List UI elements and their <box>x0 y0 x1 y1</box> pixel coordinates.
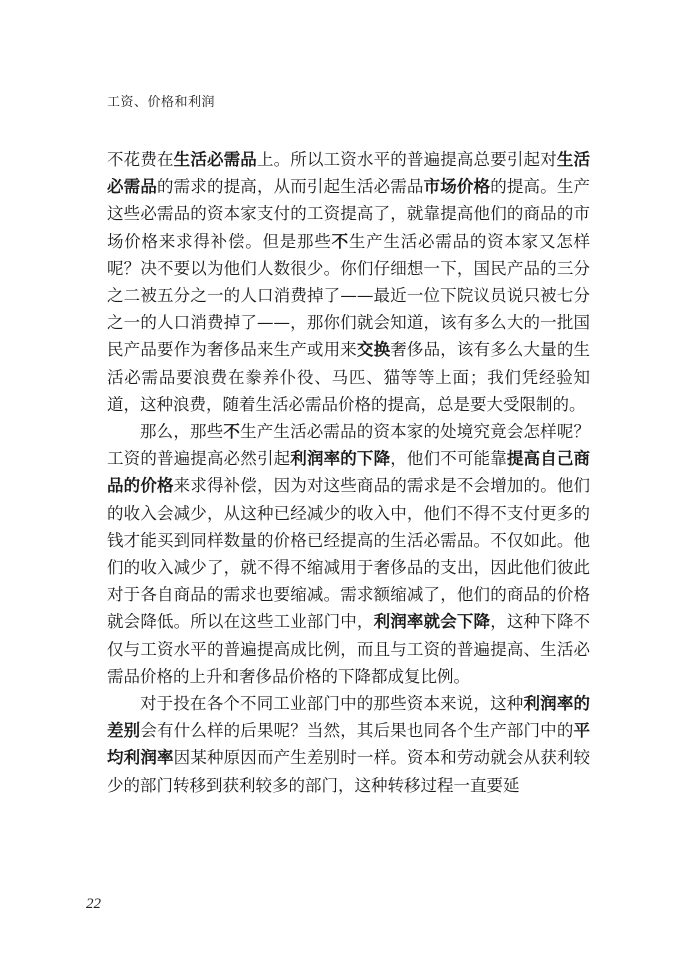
text-run: 的需求的提高，从而引起生活必需品 <box>156 177 424 197</box>
emphasis-run: 利润率的差别 <box>107 694 591 741</box>
text-run: 因某种原因而产生差别时一样。资本和劳动就会从获利较少的部门转移到获利较多的部门，这种转移过程一直要延 <box>107 748 591 795</box>
emphasis-run: 不 <box>223 422 241 442</box>
text-run: 那么，那些 <box>140 422 224 442</box>
text-run: ，这种下降不仅与工资水平的普遍提高成比例，而且与工资的普遍提高、生活必需品价格的上升和奢侈品价格的下降都成复比例。 <box>107 612 591 686</box>
text-run: 来求得补偿，因为对这些商品的需求是不会增加的。他们的收入会减少，从这种已经减少的收入中，他们不得不支付更多的钱才能买到同样数量的价格已经提高的生活必需品。不仅如此。他们的收入减少了，就不得不缩减用于奢侈品的支出，因此他们彼此对于各自商品的需求也要缩减。需求额缩减了，他们的商品的价格就会降低。所以在这些工业部门中， <box>107 476 591 632</box>
paragraph <box>107 418 590 690</box>
text-run: 的提高。生产这些必需品的资本家支付的工资提高了，就靠提高他们的商品的市场价格来求得补偿。但是那些 <box>107 177 591 251</box>
emphasis-run: 生活必需品 <box>173 150 257 169</box>
emphasis-run: 生活必需品 <box>107 150 591 197</box>
text-run: 生产生活必需品的资本家又怎样呢？决不要以为他们人数很少。你们仔细想一下，国民产品的三分之二被五分之一的人口消费掉了——最近一位下院议员说只被七分之一的人口消费掉了——，那你们就会知道，该有多么大的一批国民产品要作为奢侈品来生产或用来 <box>107 231 591 360</box>
emphasis-run: 平均利润率 <box>107 721 591 768</box>
text-run: 不花费在 <box>107 150 174 169</box>
text-run: 上。所以工资水平的普遍提高总要引起对 <box>256 150 557 169</box>
emphasis-run: 市场价格 <box>423 177 491 197</box>
text-run: 对于投在各个不同工业部门中的那些资本来说，这种 <box>140 694 524 714</box>
paragraph <box>107 690 590 799</box>
emphasis-run: 利润率就会下降 <box>373 612 491 632</box>
paragraph <box>107 146 590 418</box>
text-run: 奢侈品，该有多么大量的生活必需品要浪费在豢养仆役、马匹、猫等等上面；我们凭经验知道，这种浪费，随着生活必需品价格的提高，总是要大受限制的。 <box>107 340 591 414</box>
running-head: 工资、价格和利润 <box>107 95 216 110</box>
page-number: 22 <box>86 896 101 912</box>
emphasis-run: 利润率的下降 <box>290 449 391 469</box>
text-run: 生产生活必需品的资本家的处境究竟会怎样呢？工资的普遍提高必然引起 <box>107 422 591 469</box>
text-run: 会有什么样的后果呢？当然，其后果也同各个生产部门中的 <box>140 721 574 741</box>
emphasis-run: 提高自己商品的价格 <box>107 449 591 496</box>
body-text <box>107 146 590 799</box>
emphasis-run: 不 <box>331 231 349 251</box>
text-run: ，他们不可能靠 <box>390 449 507 469</box>
emphasis-run: 交换 <box>356 340 391 360</box>
